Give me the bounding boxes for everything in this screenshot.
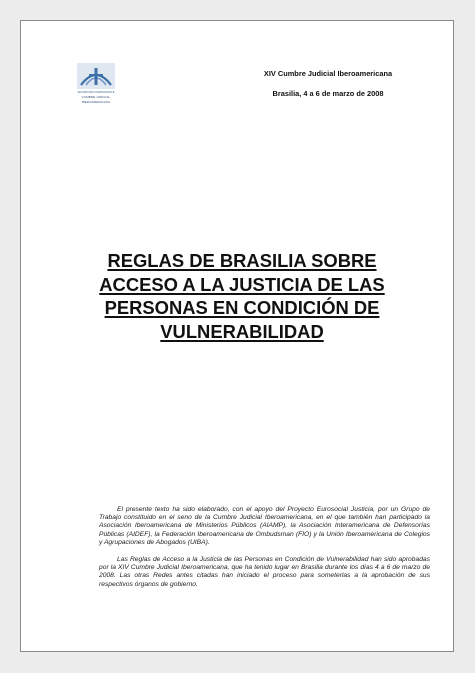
- title-line-3: PERSONAS EN CONDICIÓN DE: [104, 297, 380, 318]
- title-line-1: REGLAS DE BRASILIA SOBRE: [107, 250, 377, 271]
- event-place-date: Brasilia, 4 a 6 de marzo de 2008: [272, 89, 384, 98]
- logo-small-text: SECRETARÍA PERMANENTE: [77, 91, 115, 94]
- body-paragraph-1: El presente texto ha sido elaborado, con el apoyo del Proyecto Eurosocial Justicia, por un Grupo de Trabajo constituido en el seno de la Cumbre Judicial Iberoamericana, en el que también han participado la Asociación Iberoamericana de Ministerios Públicos (AIAMP), la Asociación Interamericana de Defensorías Públicas (AIDEF), la Federación Iberoamericana de Ombudsman (FIO) y la Unión Iberoamericana de Colegios y Agrupaciones de Abogados (UIBA).: [99, 506, 430, 546]
- body-paragraph-2: Las Reglas de Acceso a la Justicia de las Personas en Condición de Vulnerabilidad han sido aprobadas por la XIV Cumbre Judicial Iberoamericana, que ha tenido lugar en Brasilia durante los días 4 a 6 de marzo de 2008. Las otras Redes antes citadas han iniciado el proceso para someterlas a la aprobación de sus respectivos órganos de gobierno.: [99, 556, 430, 588]
- cumbre-judicial-logo: [73, 63, 119, 113]
- title-line-2: ACCESO A LA JUSTICIA DE LAS: [99, 273, 385, 295]
- logo-name-line1: CUMBRE JUDICIAL: [81, 95, 111, 100]
- cumbre-judicial-icon: [77, 63, 115, 89]
- document-header: [248, 69, 408, 109]
- document-body: [99, 506, 430, 598]
- title-line-4: VULNERABILIDAD: [160, 320, 324, 342]
- event-name: XIV Cumbre Judicial Iberoamericana: [263, 69, 393, 78]
- document-title: [77, 249, 407, 343]
- document-page: [20, 20, 454, 652]
- logo-name-line2: IBEROAMERICANA: [81, 100, 111, 105]
